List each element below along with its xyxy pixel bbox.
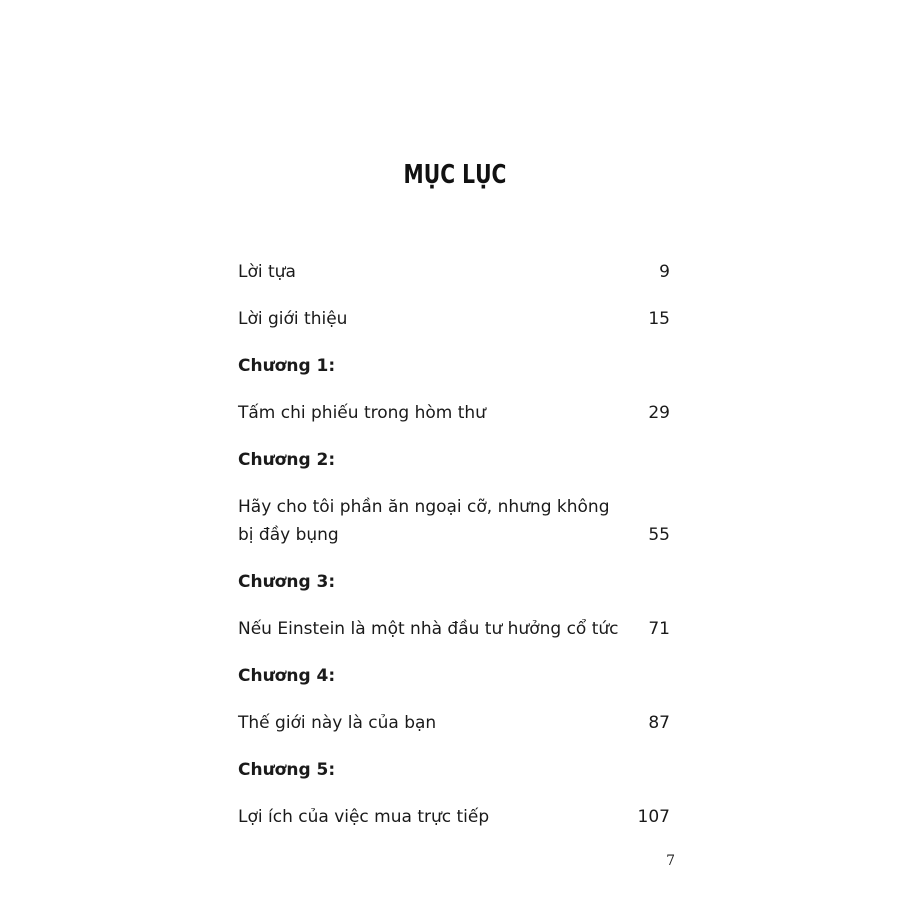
toc-entry-page: 71 <box>648 619 670 639</box>
toc-entry-chapter-4 <box>238 709 670 737</box>
toc-entry-text: Lời giới thiệu <box>238 309 348 329</box>
toc-entry-text: Tấm chi phiếu trong hòm thư <box>238 403 486 423</box>
toc-entry-preface <box>238 258 670 286</box>
toc-entry-text: Thế giới này là của bạn <box>238 713 437 733</box>
toc-chapter-label: Chương 2: <box>238 450 336 470</box>
toc-entry-page: 107 <box>637 807 670 827</box>
toc-entry-page: 87 <box>648 713 670 733</box>
toc-chapter-heading-5 <box>238 756 670 784</box>
toc-entry-page: 9 <box>659 262 670 282</box>
toc-entry-introduction <box>238 305 670 333</box>
toc-entry-text: Lợi ích của việc mua trực tiếp <box>238 807 490 827</box>
toc-chapter-label: Chương 3: <box>238 572 336 592</box>
table-of-contents <box>238 258 670 850</box>
toc-entry-page: 15 <box>648 309 670 329</box>
toc-entry-chapter-2 <box>238 493 670 549</box>
toc-chapter-heading-2 <box>238 446 670 474</box>
toc-entry-page: 29 <box>648 403 670 423</box>
toc-entry-text: Nếu Einstein là một nhà đầu tư hưởng cổ tức <box>238 619 619 639</box>
toc-entry-page: 55 <box>648 525 670 545</box>
toc-entry-chapter-5 <box>238 803 670 831</box>
page-title: MỤC LỤC <box>403 160 507 190</box>
toc-chapter-label: Chương 5: <box>238 760 336 780</box>
toc-entry-chapter-3 <box>238 615 670 643</box>
toc-chapter-heading-1 <box>238 352 670 380</box>
toc-entry-chapter-1 <box>238 399 670 427</box>
toc-chapter-label: Chương 4: <box>238 666 336 686</box>
toc-chapter-heading-3 <box>238 568 670 596</box>
page-number: 7 <box>666 853 675 869</box>
toc-chapter-heading-4 <box>238 662 670 690</box>
toc-chapter-label: Chương 1: <box>238 356 336 376</box>
toc-entry-text: Lời tựa <box>238 262 296 282</box>
toc-entry-text: Hãy cho tôi phần ăn ngoại cỡ, nhưng không bị đầy bụng <box>238 497 610 545</box>
